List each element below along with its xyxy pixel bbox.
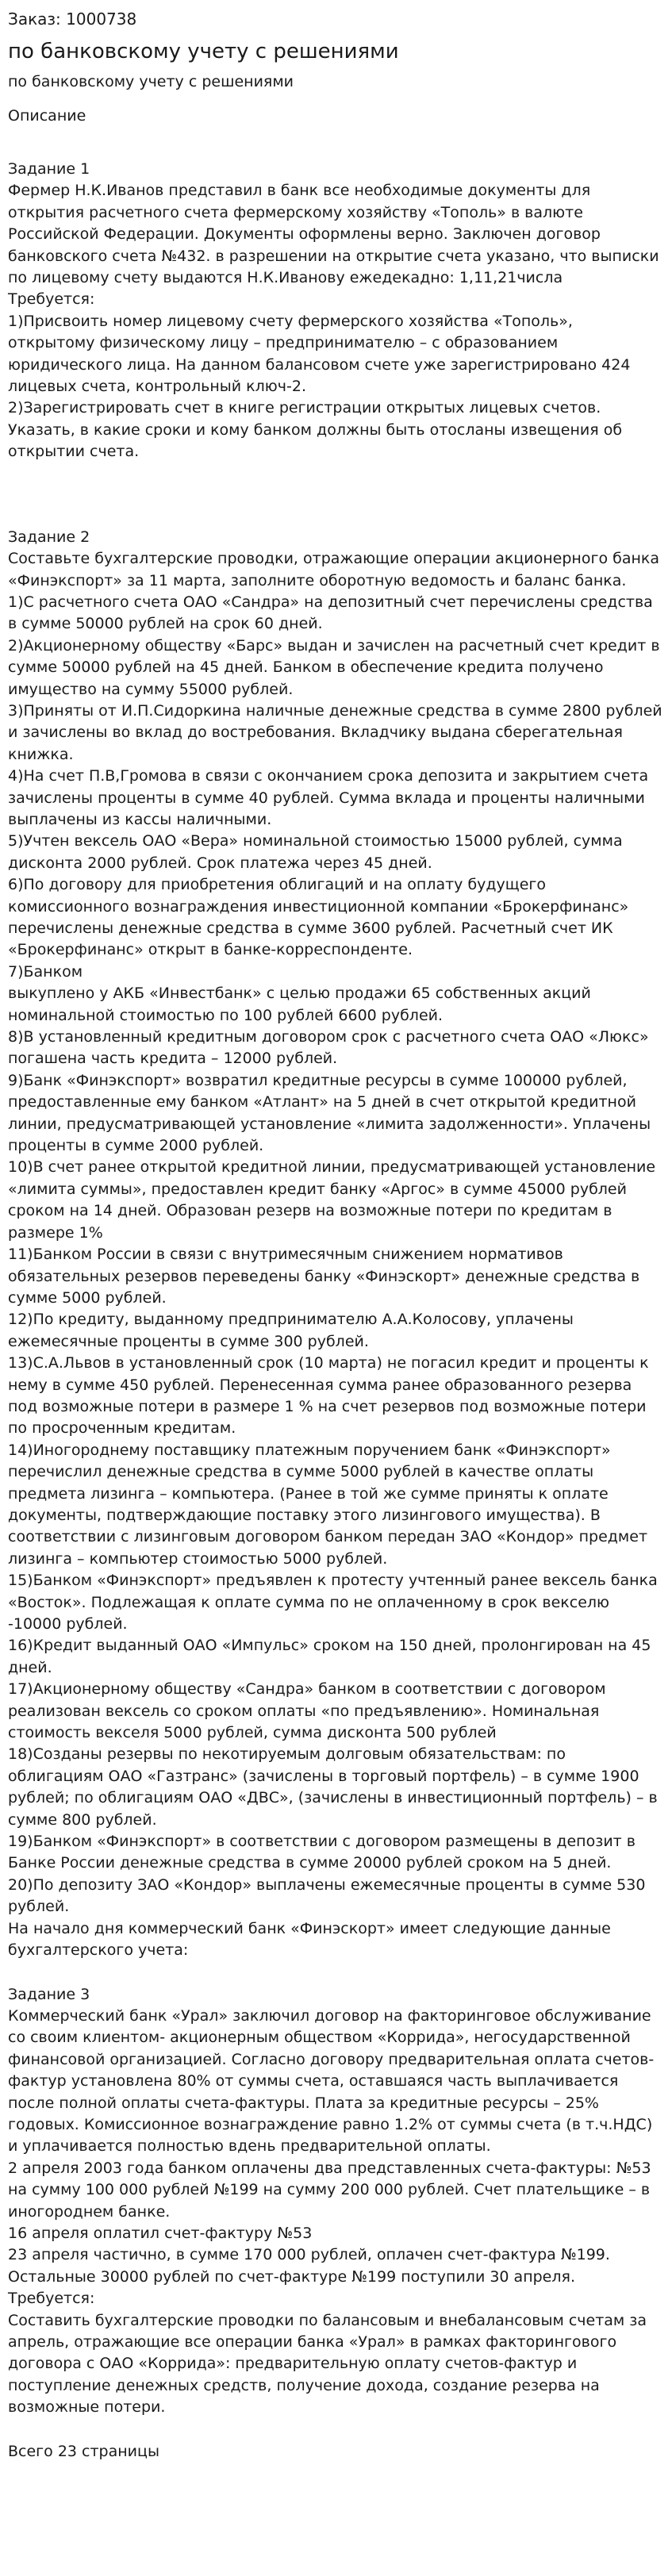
- description-label: Описание: [8, 107, 86, 125]
- task-1-text: Задание 1 Фермер Н.К.Иванов представил в банк все необходимые документы для открытия расчетного счета фермерскому хозяйству «Тополь» в валюте Российской Федерации. Документы оформлены верно. Заключен договор банковского счета №432. в разрешении на открытие счета указано, что выписки по лицевому счету выдаются Н.К.Иванову ежедекадно: 1,11,21числа Требуется: 1)Присвоить номер лицевому счету фермерского хозяйства «Тополь», открытому физическому лицу – предпринимателю – с образованием юридического лица. На данном балансовом счете уже зарегистрировано 424 лицевых счета, контрольный ключ-2. 2)Зарегистрировать счет в книге регистрации открытых лицевых счетов. Указать, в какие сроки и кому банком должны быть отосланы извещения об открытии счета.: [8, 160, 659, 461]
- page-title: по банковскому учету с решениями: [8, 40, 399, 63]
- task-3-text: Задание 3 Коммерческий банк «Урал» заключил договор на факторинговое обслуживание со своим клиентом- акционерным обществом «Коррида», негосударственной финансовой организацией. Согласно договору предварительная оплата счетов-фактур установлена 80% от суммы счета, оставшаяся часть выплачивается после полной оплаты счета-фактуры. Плата за кредитные ресурсы – 25% годовых. Комиссионное вознаграждение равно 1.2% от суммы счета (в т.ч.НДС) и уплачивается полностью вдень предварительной оплаты. 2 апреля 2003 года банком оплачены два представленных счета-фактуры: №53 на сумму 100 000 рублей №199 на сумму 200 000 рублей. Счет плательщике – в иногороднем банке. 16 апреля оплатил счет-фактуру №53 23 апреля частично, в сумме 170 000 рублей, оплачен счет-фактура №199. Остальные 30000 рублей по счет-фактуре №199 поступили 30 апреля. Требуется: Составить бухгалтерские проводки по балансовым и внебалансовым счетам за апрель, отражающие все операции банка «Урал» в рамках факторингового договора с ОАО «Коррида»: предварительную оплату счетов-фактур и поступление денежных средств, получение дохода, создание резерва на возможные потери.: [8, 1985, 655, 2417]
- spacer: [8, 2419, 662, 2441]
- task-2-text: Задание 2 Составьте бухгалтерские проводки, отражающие операции акционерного банка «Финэкспорт» за 11 марта, заполните оборотную ведомость и баланс банка. 1)С расчетного счета ОАО «Сандра» на депозитный счет перечислены средства в сумме 50000 рублей на срок 60 дней. 2)Акционерному обществу «Барс» выдан и зачислен на расчетный счет кредит в сумме 50000 рублей на 45 дней. Банком в обеспечение кредита получено имущество на сумму 55000 рублей. 3)Приняты от И.П.Сидоркина наличные денежные средства в сумме 2800 рублей и зачислены во вклад до востребования. Вкладчику выдана сберегательная книжка. 4)На счет П.В,Громова в связи с окончанием срока депозита и закрытием счета зачислены проценты в сумме 40 рублей. Сумма вклада и проценты наличными выплачены из кассы наличными. 5)Учтен вексель ОАО «Вера» номинальной стоимостью 15000 рублей, сумма дисконта 2000 рублей. Срок платежа через 45 дней. 6)По договору для приобретения облигаций и на оплату будущего комиссионного вознаграждения инвестиционной компании «Брокерфинанс» перечислены денежные средства в сумме 3600 рублей. Расчетный счет ИК «Брокерфинанс» открыт в банке-корреспонденте. 7)Банком выкуплено у АКБ «Инвестбанк» с целью продажи 65 собственных акций номинальной стоимостью по 100 рублей 6600 рублей. 8)В установленный кредитным договором срок с расчетного счета ОАО «Люкс» погашена часть кредита – 12000 рублей. 9)Банк «Финэкспорт» возвратил кредитные ресурсы в сумме 100000 рублей, предоставленные ему банком «Атлант» на 5 дней в счет открытой кредитной линии, предусматривающей установление «лимита задолженности». Уплачены проценты в сумме 2000 рублей. 10)В счет ранее открытой кредитной линии, предусматривающей установление «лимита суммы», предоставлен кредит банку «Аргос» в сумме 45000 рублей сроком на 14 дней. Образован резерв на возможные потери по кредитам в размере 1% 11)Банком России в связи с внутримесячным снижением нормативов обязательных резервов переведены банку «Финэскорт» денежные средства в сумме 5000 рублей. 12)По кредиту, выданному предпринимателю А.А.Колосову, уплачены ежемесячные проценты в сумме 300 рублей. 13)С.А.Львов в установленный срок (10 марта) не погасил кредит и проценты к нему в сумме 450 рублей. Перенесенная сумма ранее образованного резерва под возможные потери в размере 1 % на счет резервов под возможные потери по просроченным кредитам. 14)Иногороднему поставщику платежным поручением банк «Финэкспорт» перечислил денежные средства в сумме 5000 рублей в качестве оплаты предмета лизинга – компьютера. (Ранее в той же сумме приняты к оплате документы, подтверждающие поставку этого лизингового имущества). В соответствии с лизинговым договором банком передан ЗАО «Кондор» предмет лизинга – компьютер стоимостью 5000 рублей. 15)Банком «Финэкспорт» предъявлен к протесту учтенный ранее вексель банка «Восток». Подлежащая к оплате сумма по не оплаченному в срок векселю -10000 рублей. 16)Кредит выданный ОАО «Импульс» сроком на 150 дней, пролонгирован на 45 дней. 17)Акционерному обществу «Сандра» банком в соответствии с договором реализован вексель со сроком оплаты «по предъявлению». Номинальная стоимость векселя 5000 рублей, сумма дисконта 500 рублей 18)Созданы резервы по некотируемым долговым обязательствам: по облигациям ОАО «Газтранс» (зачислены в торговый портфель) – в сумме 1900 рублей; по облигациям ОАО «ДВС», (зачислены в инвестиционный портфель) – в сумме 800 рублей. 19)Банком «Финэкспорт» в соответствии с договором размещены в депозит в Банке России денежные средства в сумме 20000 рублей сроком на 5 дней. 20)По депозиту ЗАО «Кондор» выплачены ежемесячные проценты в сумме 530 рублей. На начало дня коммерческий банк «Финэскорт» имеет следующие данные бухгалтерского учета:: [8, 528, 662, 1960]
- page-subtitle: по банковскому учету с решениями: [8, 73, 294, 90]
- spacer: [8, 463, 662, 527]
- spacer: [8, 127, 662, 159]
- spacer: [8, 1962, 662, 1984]
- total-pages: Всего 23 страницы: [8, 2442, 159, 2460]
- order-number: Заказ: 1000738: [8, 10, 137, 29]
